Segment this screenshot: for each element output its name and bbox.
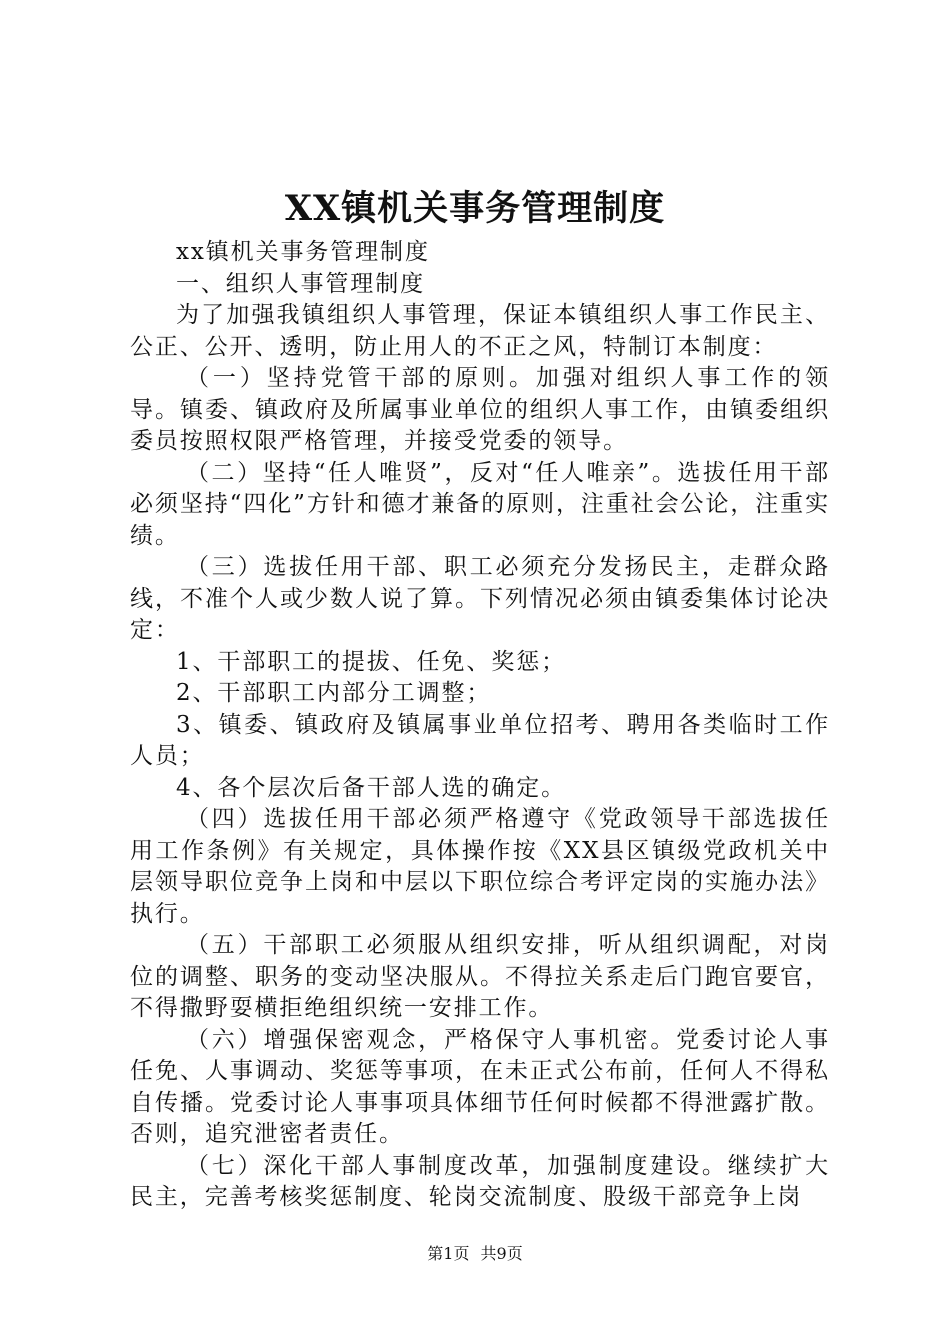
paragraph: （一）坚持党管干部的原则。加强对组织人事工作的领导。镇委、镇政府及所属事业单位的组织人事工作，由镇委组织委员按照权限严格管理，并接受党委的领导。	[130, 365, 830, 454]
page-footer	[0, 1244, 950, 1264]
paragraph: （四）选拔任用干部必须严格遵守《党政领导干部选拔任用工作条例》有关规定，具体操作按《XX县区镇级党政机关中层领导职位竞争上岗和中层以下职位综合考评定岗的实施办法》执行。	[130, 806, 830, 927]
page-number: 第1页	[427, 1244, 470, 1263]
paragraph: 4、各个层次后备干部人选的确定。	[176, 774, 567, 801]
page-total: 共9页	[480, 1244, 523, 1263]
paragraph: 2、干部职工内部分工调整；	[176, 680, 492, 706]
paragraph: （二）坚持“任人唯贤”，反对“任人唯亲”。选拔任用干部必须坚持“四化”方针和德才兼备的原则，注重社会公论，注重实绩。	[130, 459, 830, 549]
paragraph: （七）深化干部人事制度改革，加强制度建设。继续扩大民主，完善考核奖惩制度、轮岗交流制度、股级干部竞争上岗	[130, 1152, 830, 1210]
paragraph: （五）干部职工必须服从组织安排，听从组织调配，对岗位的调整、职务的变动坚决服从。不得拉关系走后门跑官要官，不得撒野耍横拒绝组织统一安排工作。	[130, 932, 830, 1021]
document-body	[130, 237, 830, 1214]
paragraph: 一、组织人事管理制度	[176, 270, 425, 297]
paragraph: （六）增强保密观念，严格保守人事机密。党委讨论人事任免、人事调动、奖惩等事项，在未正式公布前，任何人不得私自传播。党委讨论人事事项具体细节任何时候都不得泄露扩散。否则，追究泄密者责任。	[130, 1026, 830, 1147]
paragraph: 为了加强我镇组织人事管理，保证本镇组织人事工作民主、公正、公开、透明，防止用人的不正之风，特制订本制度：	[130, 302, 830, 360]
document-title: XX镇机关事务管理制度	[284, 188, 666, 229]
paragraph: xx镇机关事务管理制度	[176, 239, 430, 265]
paragraph: 1、干部职工的提拔、任免、奖惩；	[176, 648, 567, 675]
paragraph: （三）选拔任用干部、职工必须充分发扬民主，走群众路线，不准个人或少数人说了算。下列情况必须由镇委集体讨论决定：	[130, 554, 830, 643]
paragraph: 3、镇委、镇政府及镇属事业单位招考、聘用各类临时工作人员；	[130, 711, 830, 769]
